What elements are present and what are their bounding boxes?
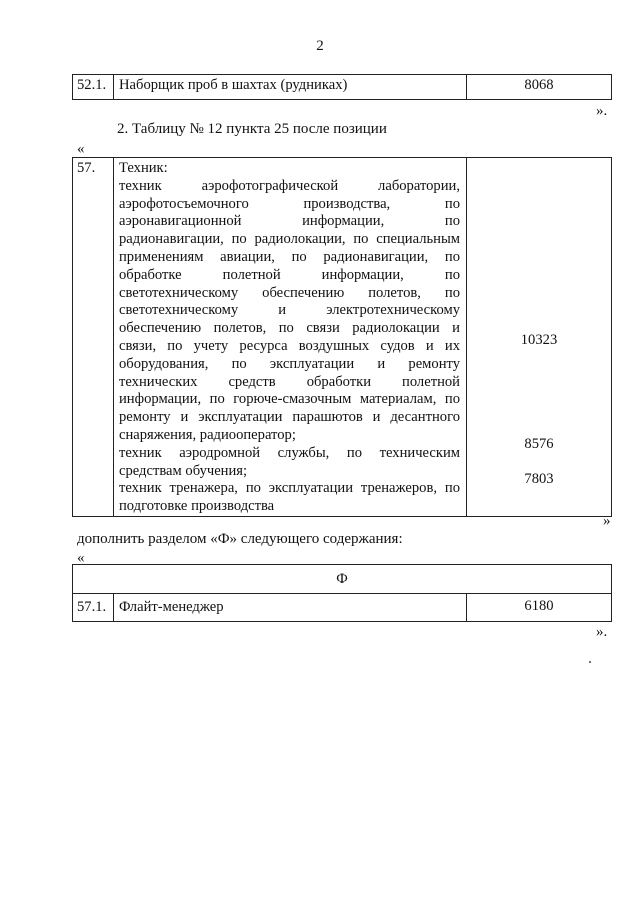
page-number: 2 bbox=[316, 38, 324, 54]
entry-line: снаряжения, радиооператор; bbox=[119, 426, 296, 443]
position-title: Техник: bbox=[119, 160, 168, 176]
close-quote: » bbox=[603, 513, 611, 529]
position-number: 52.1. bbox=[73, 75, 114, 100]
entry-line: технических средств обработки полетной bbox=[119, 373, 460, 390]
table-row bbox=[73, 594, 612, 622]
section-row bbox=[73, 565, 612, 594]
entry-line: обработке полетной информации, по bbox=[119, 266, 460, 283]
close-quote: ». bbox=[596, 624, 608, 640]
open-quote: « bbox=[77, 550, 85, 566]
entry-line: светотехническому обеспечению полетов, по bbox=[119, 284, 460, 301]
scan-speck bbox=[589, 661, 591, 663]
entry-line: техник аэрофотографической лаборатории, bbox=[119, 177, 460, 194]
entry-line: аэронавигационной информации, по bbox=[119, 213, 460, 230]
value-technician-general: 10323 bbox=[520, 332, 558, 348]
entry-line: обеспечению полетов, по связи радиолокации и bbox=[119, 320, 460, 337]
position-value: 6180 bbox=[467, 594, 612, 622]
entry-line: ремонту и эксплуатации парашютов и десантного bbox=[119, 409, 460, 426]
position-values bbox=[467, 158, 612, 517]
supplement-text: дополнить разделом «Ф» следующего содержания: bbox=[77, 531, 403, 547]
technician-entry bbox=[119, 480, 460, 516]
entry-line: информации, по горюче-смазочным материалам, по bbox=[119, 391, 460, 408]
section-letter: Ф bbox=[73, 565, 612, 594]
entry-line: связи, по учету ресурса воздушных судов и их bbox=[119, 337, 460, 354]
entry-line: применениям авиации, по радионавигации, по bbox=[119, 248, 460, 265]
entry-line: техник тренажера, по эксплуатации тренажеров, по bbox=[119, 480, 460, 497]
entry-line: подготовке производства bbox=[119, 498, 275, 515]
position-name: Флайт-менеджер bbox=[114, 594, 467, 622]
entry-line: радионавигации, по радиолокации, по специальным bbox=[119, 231, 460, 248]
position-description bbox=[114, 158, 467, 517]
position-name: Наборщик проб в шахтах (рудниках) bbox=[114, 75, 467, 100]
close-quote: ». bbox=[596, 103, 608, 119]
position-value: 8068 bbox=[467, 75, 612, 100]
item-2-heading: 2. Таблицу № 12 пункта 25 после позиции bbox=[117, 121, 387, 137]
technician-entry bbox=[119, 445, 460, 481]
table-position-52-1 bbox=[72, 74, 612, 100]
entry-line: техник аэродромной службы, по техническим bbox=[119, 444, 460, 461]
table-row bbox=[73, 75, 612, 100]
table-section-f bbox=[72, 564, 612, 622]
entry-line: оборудования, по эксплуатации и ремонту bbox=[119, 355, 460, 372]
technician-entry bbox=[119, 178, 460, 445]
entry-line: аэрофотосъемочного производства, по bbox=[119, 195, 460, 212]
position-number: 57. bbox=[73, 158, 114, 517]
position-number: 57.1. bbox=[73, 594, 114, 622]
entry-line: средствам обучения; bbox=[119, 462, 248, 479]
table-position-57 bbox=[72, 157, 612, 517]
value-technician-simulator: 7803 bbox=[524, 471, 554, 487]
position-entries bbox=[119, 178, 460, 516]
table-row bbox=[73, 158, 612, 517]
value-technician-airfield: 8576 bbox=[524, 436, 554, 452]
open-quote: « bbox=[77, 141, 85, 157]
entry-line: светотехническому и электротехническому bbox=[119, 302, 460, 319]
